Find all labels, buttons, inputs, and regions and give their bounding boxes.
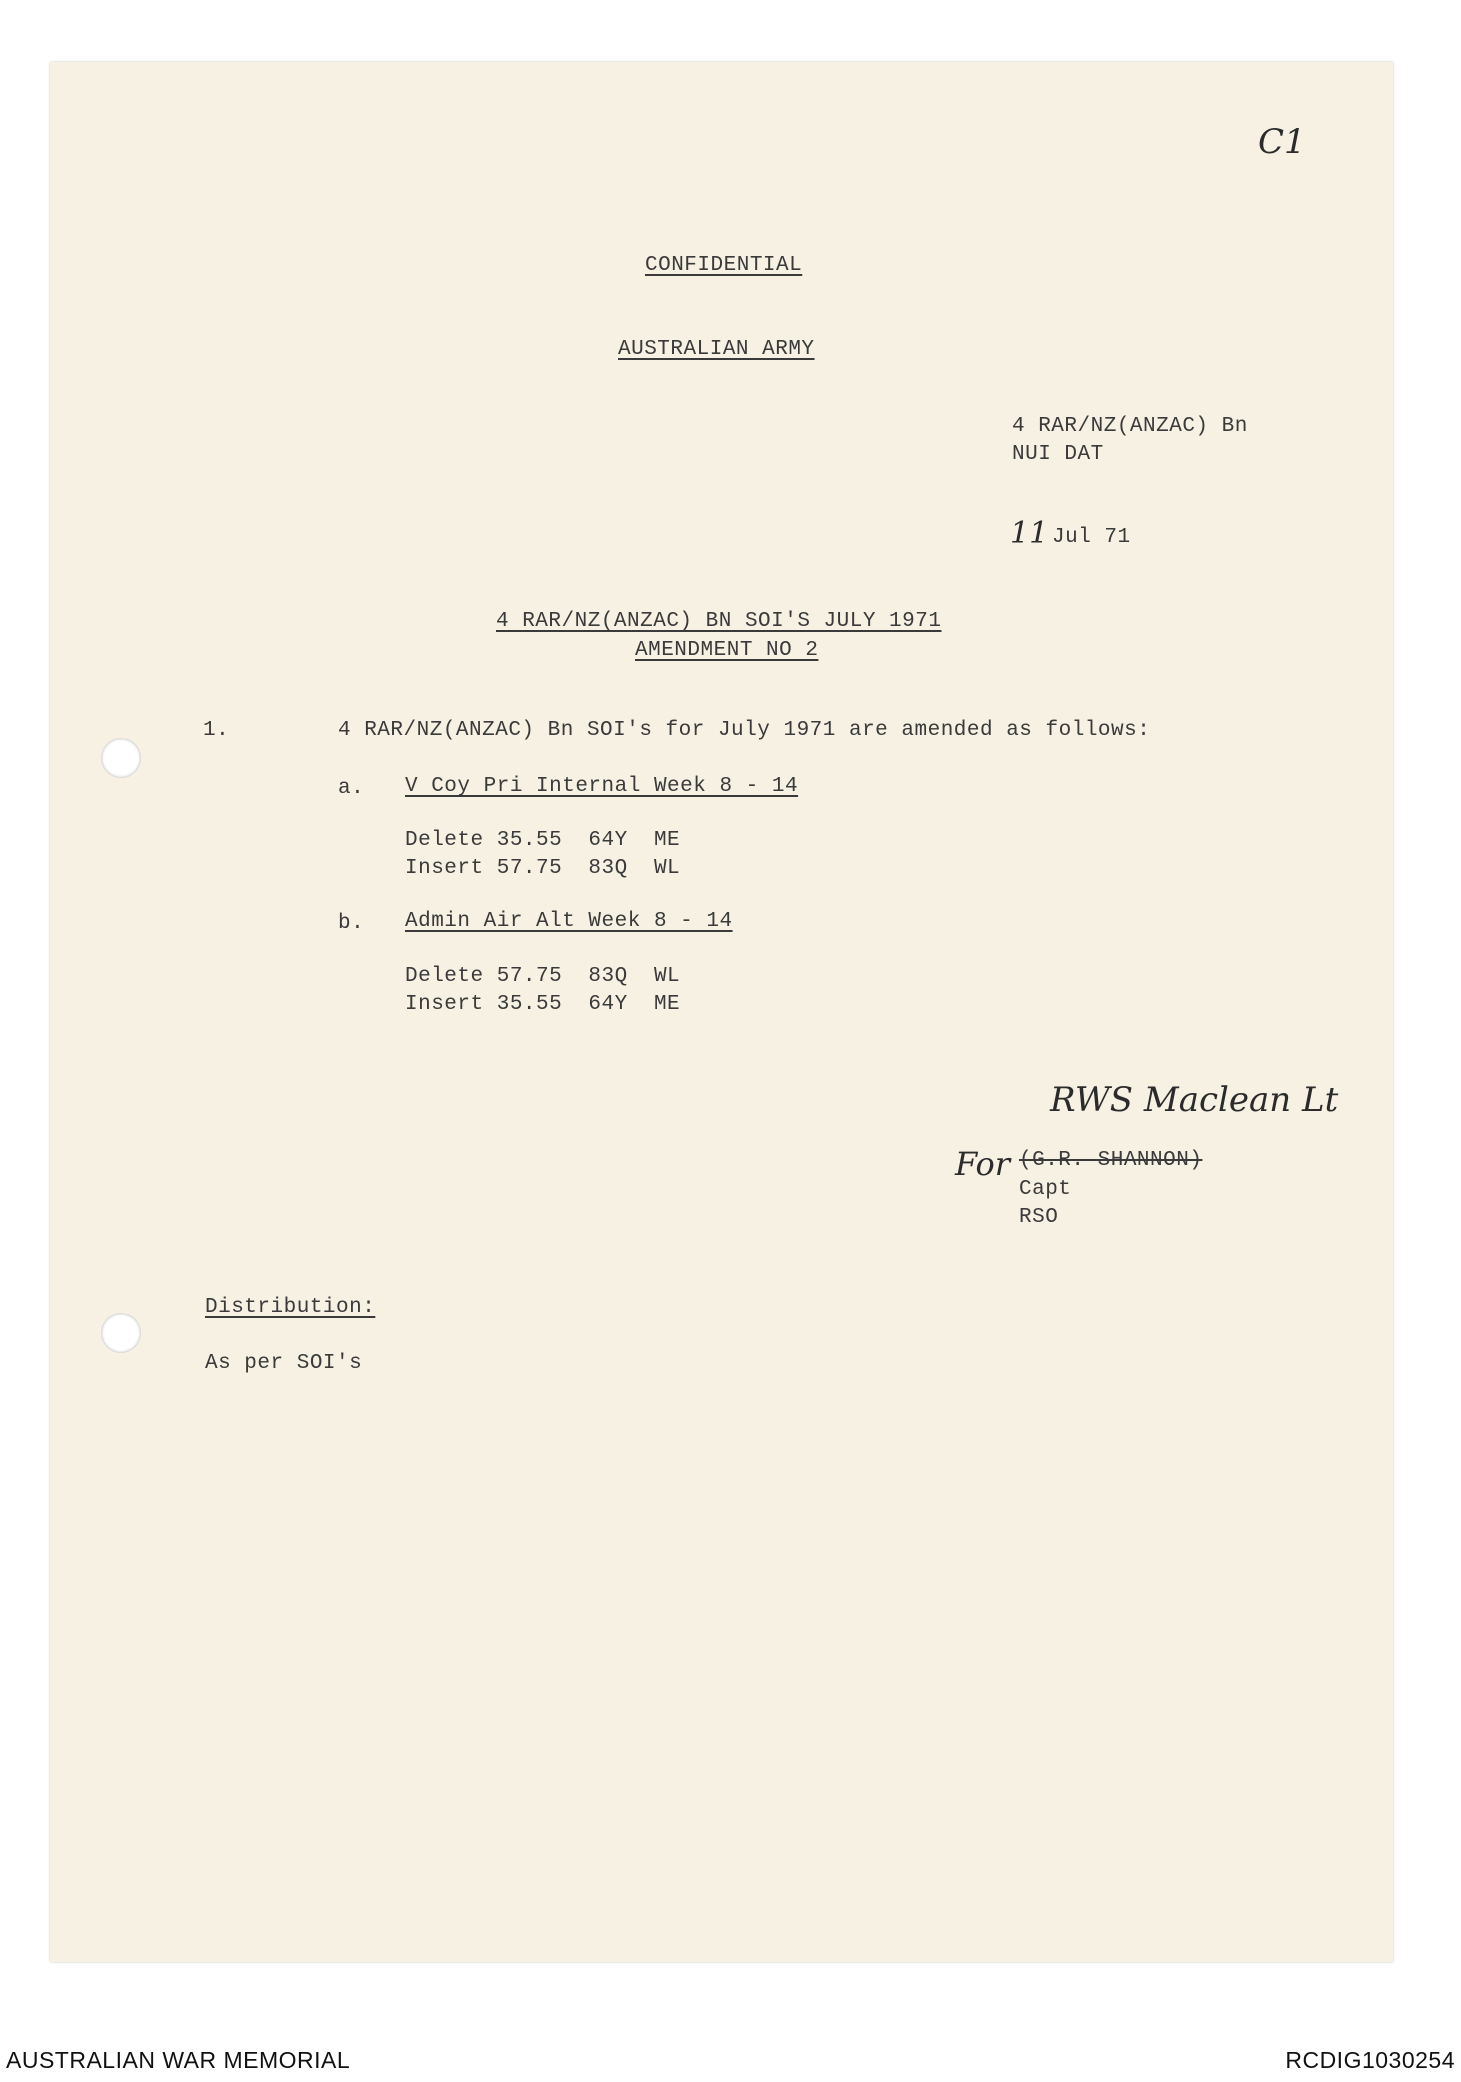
item-b-line-insert: Insert 35.55 64Y ME (405, 993, 681, 1016)
paragraph-text: 4 RAR/NZ(ANZAC) Bn SOI's for July 1971 are amended as follows: (338, 719, 1151, 742)
item-b-letter: b. (338, 912, 365, 935)
distribution-label: Distribution: (205, 1296, 376, 1319)
handwritten-corner-mark: C1 (1258, 122, 1306, 162)
item-a-line-delete: Delete 35.55 64Y ME (405, 829, 681, 852)
document-title-line1: 4 RAR/NZ(ANZAC) BN SOI'S JULY 1971 (496, 610, 942, 633)
distribution-text: As per SOI's (205, 1352, 363, 1375)
item-a-line-insert: Insert 57.75 83Q WL (405, 857, 681, 880)
signatory-name: (G.R. SHANNON) (1019, 1149, 1203, 1172)
signatory-appointment: RSO (1019, 1206, 1059, 1229)
paragraph-number: 1. (203, 719, 230, 742)
footer-catalogue-id: RCDIG1030254 (1285, 2047, 1455, 2073)
handwritten-signature: RWS Maclean Lt (1050, 1080, 1339, 1120)
punch-hole-bottom (101, 1313, 141, 1353)
signatory-rank: Capt (1019, 1178, 1072, 1201)
address-location: NUI DAT (1012, 443, 1104, 466)
date-month-year: Jul 71 (1052, 526, 1131, 549)
date-day-handwritten: 11 (1010, 516, 1049, 551)
footer-institution: AUSTRALIAN WAR MEMORIAL (6, 2047, 351, 2073)
item-b-heading: Admin Air Alt Week 8 - 14 (405, 910, 733, 933)
punch-hole-top (101, 738, 141, 778)
handwritten-for-mark: For (955, 1145, 1011, 1183)
organisation-heading: AUSTRALIAN ARMY (618, 338, 815, 361)
item-b-line-delete: Delete 57.75 83Q WL (405, 965, 681, 988)
classification-heading: CONFIDENTIAL (645, 254, 803, 277)
item-a-heading: V Coy Pri Internal Week 8 - 14 (405, 775, 799, 798)
document-title-line2: AMENDMENT NO 2 (635, 639, 819, 662)
address-unit: 4 RAR/NZ(ANZAC) Bn (1012, 415, 1248, 438)
item-a-letter: a. (338, 777, 365, 800)
